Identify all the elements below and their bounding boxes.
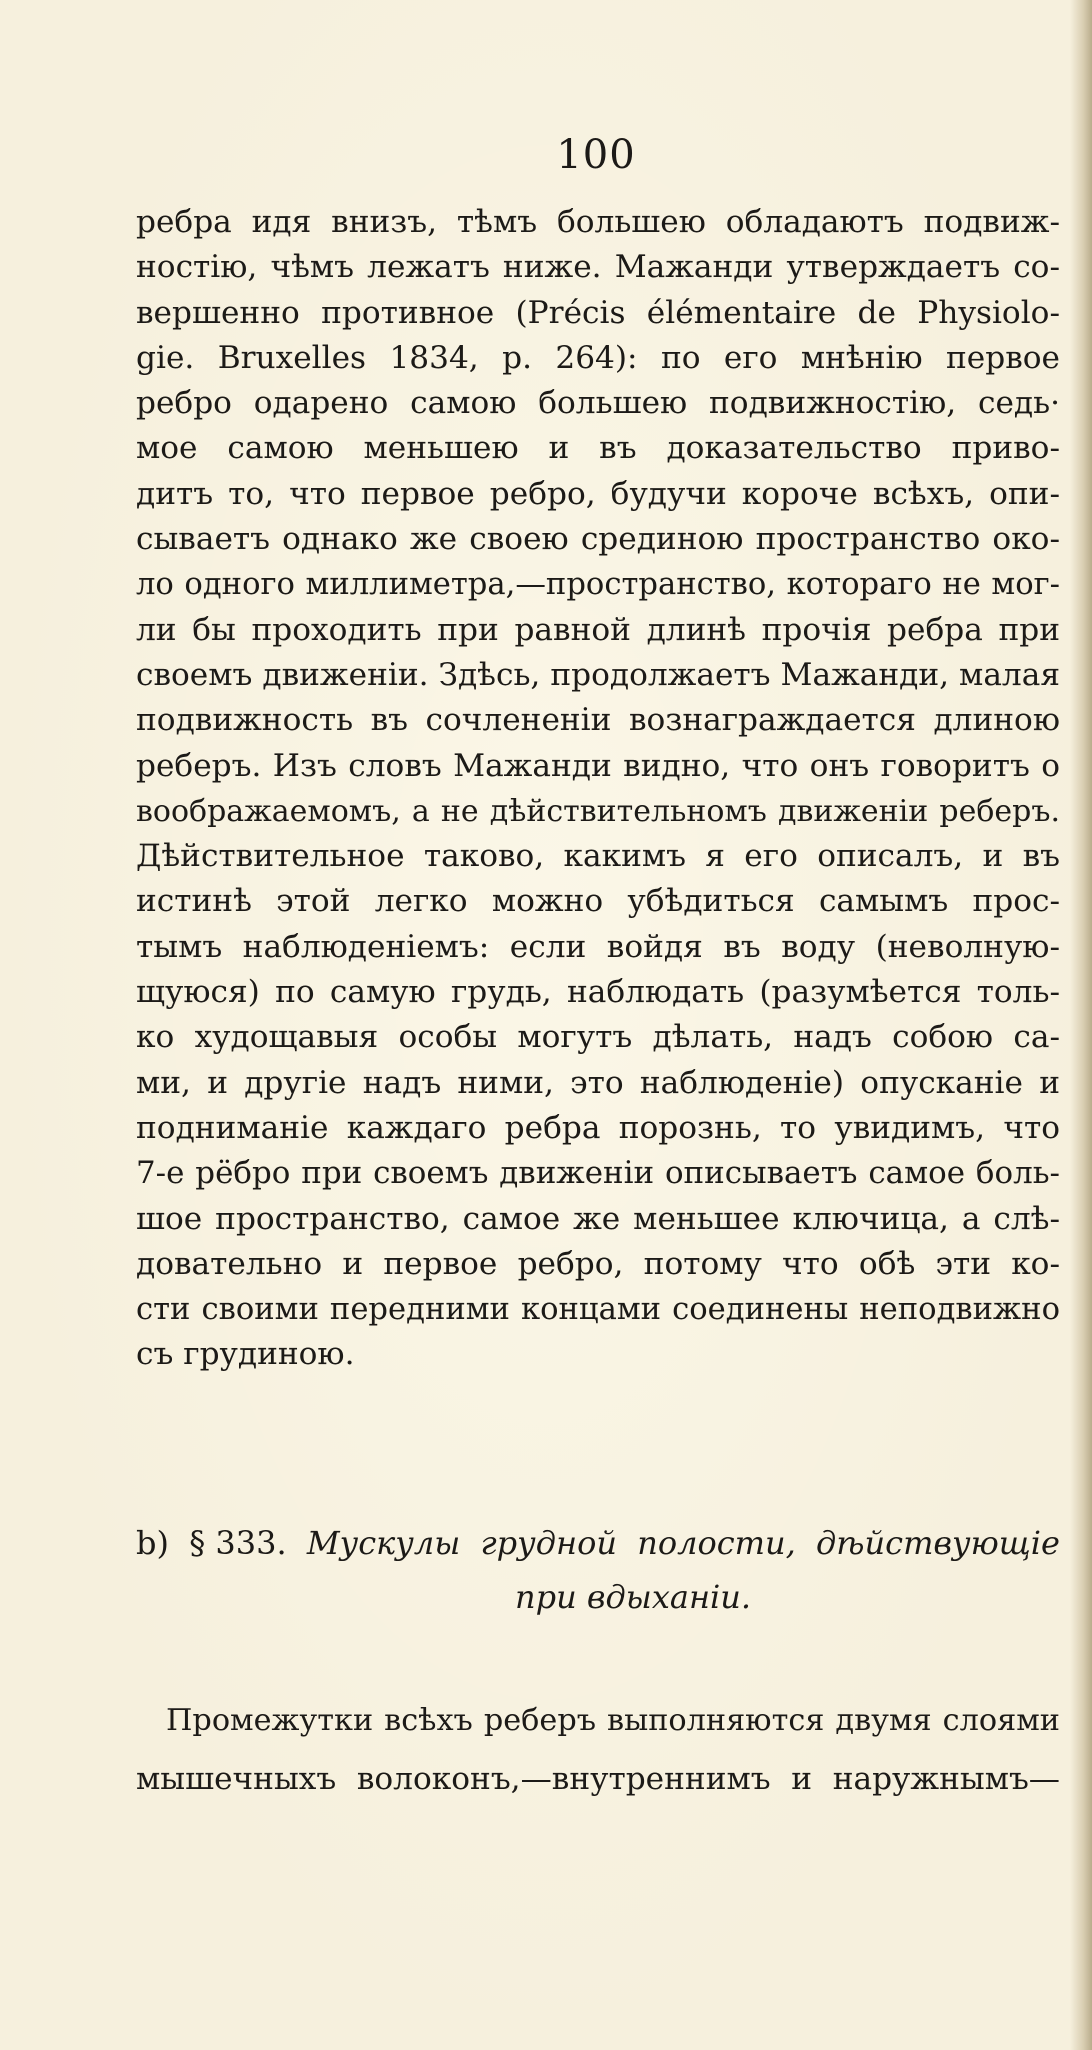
text-line: 7-е рёбро при своемъ движеніи описываетъ самое боль-	[136, 1155, 1060, 1192]
text-line: щуюся) по самую грудь, наблюдать (разумѣется толь-	[136, 974, 1060, 1011]
paragraph-2	[136, 1692, 1060, 1808]
section-heading	[136, 1516, 1060, 1624]
text-line: ребра идя внизъ, тѣмъ большею обладаютъ подвиж-	[136, 204, 1060, 240]
text-line: ло одного миллиметра,—пространство, котораго не мог-	[136, 567, 1060, 603]
text-line: воображаемомъ, а не дѣйствительномъ движеніи реберъ.	[136, 793, 1060, 829]
text-line: мое самою меньшею и въ доказательство приво-	[136, 430, 1060, 467]
text-line: своемъ движеніи. Здѣсь, продолжаетъ Мажанди, малая	[136, 656, 1060, 693]
text-line: реберъ. Изъ словъ Мажанди видно, что онъ говоритъ о	[136, 747, 1060, 784]
text-line: шое пространство, самое же меньшее ключица, а слѣ-	[136, 1200, 1060, 1237]
text-line: мышечныхъ волоконъ,—внутреннимъ и наружнымъ—	[136, 1761, 1060, 1797]
text-line: тымъ наблюденіемъ: если войдя въ воду (неволную-	[136, 928, 1060, 965]
section-title-word: полости,	[637, 1524, 796, 1562]
text-line: сти своими передними концами соединены неподвижно	[136, 1292, 1060, 1328]
page-number: 100	[556, 132, 636, 178]
paragraph-1	[136, 200, 1060, 1378]
text-line: довательно и первое ребро, потому что обѣ эти ко-	[136, 1245, 1060, 1282]
text-line: дитъ то, что первое ребро, будучи короче всѣхъ, опи-	[136, 475, 1060, 512]
text-line: сываетъ однако же своею срединою пространство око-	[136, 521, 1060, 558]
section-title-word: Мускулы	[306, 1524, 461, 1562]
text-line: gie. Bruxelles 1834, p. 264): по его мнѣнію первое	[136, 339, 1060, 376]
text-line: ностію, чѣмъ лежатъ ниже. Мажанди утверждаетъ со-	[136, 249, 1060, 286]
text-line: подвижность въ сочлененіи вознаграждается длиною	[136, 702, 1060, 739]
text-line: ми, и другіе надъ ними, это наблюденіе) опусканіе и	[136, 1064, 1060, 1101]
text-line: ребро одарено самою большею подвижностію, седь·	[136, 385, 1060, 422]
text-line: вершенно противное (Précis élémentaire de Physiolo-	[136, 294, 1060, 331]
section-title-word: дѣйствующіе	[816, 1524, 1060, 1562]
section-label: b)	[136, 1524, 169, 1562]
page-edge-shadow	[1070, 0, 1092, 2050]
text-line: Дѣйствительное таково, какимъ я его описалъ, и въ	[136, 838, 1060, 875]
text-line: ко худощавыя особы могутъ дѣлать, надъ собою са-	[136, 1019, 1060, 1056]
text-line: ли бы проходить при равной длинѣ прочія ребра при	[136, 611, 1060, 648]
text-line: Промежутки всѣхъ реберъ выполняются двумя слоями	[166, 1703, 1060, 1738]
section-number: § 333.	[189, 1524, 287, 1562]
section-title-word: грудной	[480, 1524, 617, 1562]
section-title-line-2: при вдыханіи.	[514, 1578, 752, 1616]
text-line: съ грудиною.	[136, 1336, 355, 1373]
text-line: подниманіе каждаго ребра порознь, то увидимъ, что	[136, 1109, 1060, 1146]
text-line: истинѣ этой легко можно убѣдиться самымъ прос-	[136, 883, 1060, 920]
